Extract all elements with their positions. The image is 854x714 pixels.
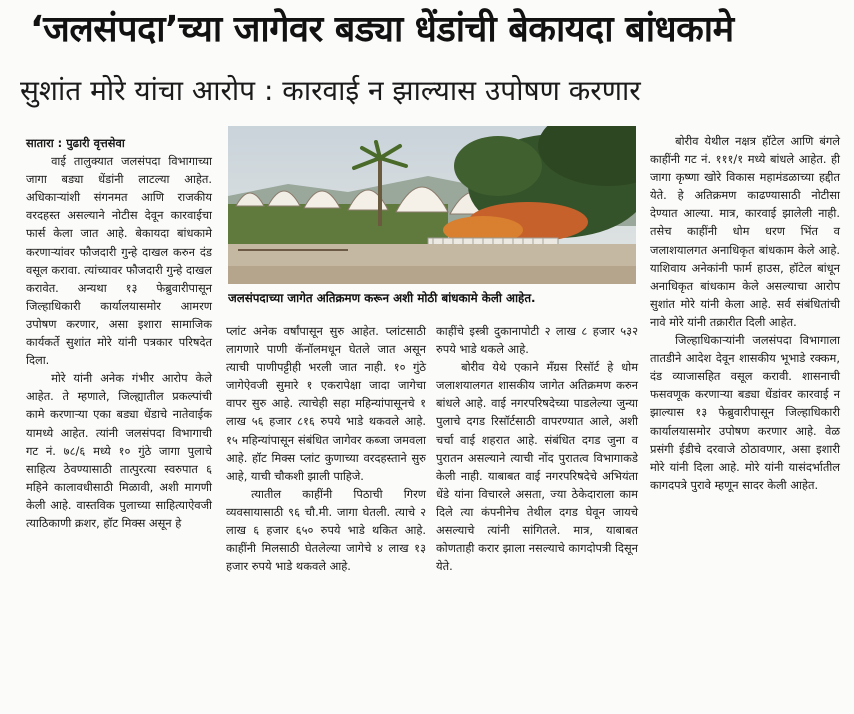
paragraph-demand: जिल्हाधिकाऱ्यांनी जलसंपदा विभागाला तातडीने आदेश देवून शासकीय भूभाडे रक्कम, दंड व्याजासहित वसूल करावी. शासनाची फसवणूक करणाऱ्या बड्या धेंडांवर कारवाई न झाल्यास १३ फेब्रुवारीपासून जिल्हाधिकारी कार्यालयासमोर उपोषण करणार आहे. वेळ प्रसंगी ईडीचे दरवाजे ठोठावणार, असा इशारी मोरे यांनी दिला आहे. मोरे यांनी यासंदर्भातील कागदपत्रे पुरावे म्हणून सादर केली आहेत. [650,333,840,492]
column-1 [26,134,212,532]
column-4 [650,132,840,494]
headline: ‘जलसंपदा’च्या जागेवर बड्या धेंडांची बेकायदा बांधकामे [30,9,734,50]
paragraph-intro: वाई तालुक्यात जलसंपदा विभागाच्या जागा बड्या धेंडांनी लाटल्या आहेत. अधिकाऱ्यांशी संगनमत आणि राजकीय वरदहस्त असल्याने नोटीस देवून कारवाईचा फार्स केला जात आहे. बेकायदा बांधकामे करणाऱ्यांवर फौजदारी गुन्हे दाखल करुन दंड वसूल करावा. त्यांच्यावर फौजदारी गुन्हे दाखल करावेत. अन्यथा १३ फेब्रुवारीपासून जिल्हाधिकारी कार्यालयासमोर आमरण उपोषण करणार, असा इशारा सामाजिक कार्यकर्ते सुशांत मोरे यांनी पत्रकार परिषदेत दिला. [26,154,212,368]
paragraph-hotel: बोरीव येथील नक्षत्र हॉटेल आणि बंगले काहींनी गट नं. १११/१ मध्ये बांधले आहेत. ही जागा कृष्णा खोरे विकास महामंडळाच्या हद्दीत येते. हे अतिक्रमण काढण्यासाठी नोटीसा देण्यात आल्या. मात्र, कारवाई झालेली नाही. तसेच काहींनी धोम धरण भिंत व जलाशयालगत अनाधिकृत बांधकाम केले आहे. याशिवाय अनेकांनी फार्म हाउस, हॉटेल बांधून अनाधिकृत बांधकाम केले असल्याचा आरोप सुशांत मोरे यांनी केला आहे. सर्व संबंधितांची नावे मोरे यांनी तक्रारीत दिली आहेत. [650,134,840,329]
paragraph-mill: त्यातील काहींनी पिठाची गिरण व्यवसायासाठी ९६ चौ.मी. जागा घेतली. त्याचे २ लाख ६ हजार ६५० रुपये भाडे थकित आहे. काहींनी मिलसाठी घेतलेल्या जागेचे ४ लाख १३ हजार रुपये भाडे थकवले आहे. [226,486,426,574]
paragraph-plant: प्लांट अनेक वर्षांपासून सुरु आहेत. प्लांटसाठी लागणारे पाणी कॅनॉलमधून घेतले जात असून त्याची पाणीपट्टीही भरली जात नाही. १० गुंठे जागेऐवजी सुमारे १ एकरापेक्षा जादा जागेचा वापर सुरु आहे. त्याचेही सहा महिन्यांपासूनचे १ लाख ५६ हजार ८१६ रुपये भाडे थकवले आहे. १५ महिन्यांपासून संबंधित जागेवर कब्जा जमवला आहे. हॉट मिक्स प्लांट कुणाच्या वरदहस्ताने सुरु आहे, याची चौकशी झाली पाहिजे. [226,324,426,483]
paragraph-resort: बोरीव येथे एकाने मॅंग्रस रिसॉर्ट हे धोम जलाशयालगत शासकीय जागेत अतिक्रमण करुन बांधले आहे. वाई नगरपरिषदेच्या पाडलेल्या जुन्या पुलाचे दगड रिसॉर्टसाठी वापरण्यात आले, अशी चर्चा वाई शहरात आहे. संबंधित दगड जुना व पुरातन असल्याने त्याची नोंद पुरातत्व विभागाकडे केली नाही. याबाबत वाई नगरपरिषदेचे अभियंता धेंडे यांना विचारले असता, ज्या ठेकेदाराला काम दिले त्या कंपनीनेच तेथील दगड घेवून जायचे असल्याचे त्यांनी सांगितले. मात्र, याबाबत कोणताही करार झाला नसल्याचे कागदोपत्री दिसून येते. [436,360,638,574]
paragraph-ironing: काहींचे इस्त्री दुकानापोटी २ लाख ८ हजार ५३२ रुपये भाडे थकले आहे. [436,324,638,357]
paragraph-allegations: मोरे यांनी अनेक गंभीर आरोप केले आहेत. ते म्हणाले, जिल्ह्यातील प्रकल्पांची कामे करणाऱ्या एका बड्या धेंडाचे नातेवाईक यामध्ये आहेत. त्यांनी जलसंपदा विभागाची गट नं. ७८/६ मध्ये १० गुंठे जागा पुलाचे साहित्य ठेवण्यासाठी तात्पुरत्या स्वरुपात ६ महिने कालावधीसाठी मिळावी, अशी मागणी केली आहे. वास्तविक पुलाच्या साहित्याऐवजी त्याठिकाणी क्रशर, हॉट मिक्स असून हे [26,371,212,530]
photo-caption: जलसंपदाच्या जागेत अतिक्रमण करून अशी मोठी बांधकामे केली आहेत. [228,291,536,305]
dateline: सातारा : पुढारी वृत्तसेवा [26,136,125,150]
subheadline: सुशांत मोरे यांचा आरोप : कारवाई न झाल्यास उपोषण करणार [20,74,641,107]
news-photo [228,126,636,284]
column-3 [436,322,638,575]
column-2 [226,322,426,575]
